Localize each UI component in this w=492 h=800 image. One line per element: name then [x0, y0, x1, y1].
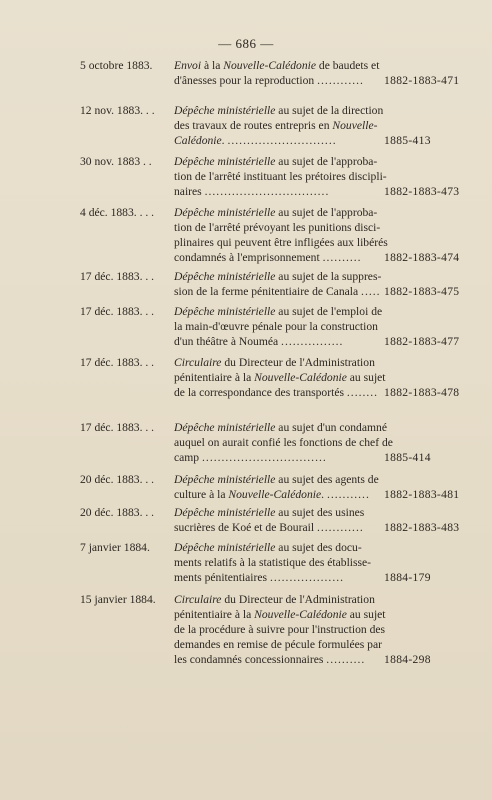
plain-text: d'ânesses pour la reproduction	[174, 74, 315, 87]
entry-date: 17 déc. 1883. . .	[80, 270, 155, 283]
entry-description	[174, 505, 384, 535]
plain-text: culture à la	[174, 488, 229, 501]
italic-text: Envoi	[174, 59, 202, 72]
leader-dots: ................	[281, 335, 344, 348]
italic-text: Dépêche ministérielle	[174, 541, 276, 554]
entry-reference: 1882-1883-475	[384, 285, 460, 298]
entry-reference: 1882-1883-481	[384, 488, 460, 501]
plain-text: plinaires qui peuvent être infligées aux libérés	[174, 236, 388, 249]
italic-text: Dépêche ministérielle	[174, 473, 276, 486]
description-line	[174, 555, 384, 570]
entry-description	[174, 205, 388, 265]
plain-text: pénitentiaire à la	[174, 608, 255, 621]
plain-text: .	[221, 134, 225, 147]
description-line	[174, 154, 384, 169]
italic-text: Dépêche ministérielle	[174, 305, 276, 318]
leader-dots: ............................	[227, 134, 337, 147]
description-line	[174, 370, 384, 385]
description-line	[174, 450, 384, 465]
plain-text: au sujet des docu-	[275, 541, 362, 554]
entry-description	[174, 472, 384, 502]
plain-text: des travaux de routes entrepris en	[174, 119, 333, 132]
entry-date: 7 janvier 1884.	[80, 541, 150, 554]
entry-description	[174, 269, 384, 299]
plain-text: au sujet d'un condamné	[275, 421, 387, 434]
italic-text: Circulaire	[174, 593, 222, 606]
italic-text: Dépêche ministérielle	[174, 155, 276, 168]
plain-text: au sujet des usines	[275, 506, 365, 519]
italic-text: Nouvelle-Calédonie	[228, 488, 322, 501]
leader-dots: ............	[316, 521, 364, 534]
leader-dots: .....	[361, 285, 381, 298]
italic-text: Nouvelle-Calédonie	[223, 59, 316, 72]
italic-text: Dépêche ministérielle	[174, 206, 276, 219]
plain-text: au sujet de l'approba-	[275, 206, 378, 219]
leader-dots: ............	[317, 74, 364, 87]
entry-date: 12 nov. 1883. . .	[80, 104, 155, 117]
entry-reference: 1882-1883-483	[384, 521, 460, 534]
description-line	[174, 505, 384, 520]
entry-description	[174, 103, 384, 148]
plain-text: ments pénitentiaires	[174, 571, 268, 584]
description-line	[174, 250, 384, 265]
entry-reference: 1884-298	[384, 653, 431, 666]
plain-text: au sujet des agents de	[275, 473, 379, 486]
entry-description	[174, 355, 384, 400]
description-line	[174, 73, 384, 88]
entry-date: 20 déc. 1883. . .	[80, 506, 155, 519]
entry-reference: 1882-1883-473	[384, 185, 460, 198]
description-line	[174, 592, 384, 607]
description-line	[174, 540, 384, 555]
plain-text: .	[321, 488, 325, 501]
plain-text: de la procédure à suivre pour l'instruction des	[174, 623, 386, 636]
plain-text: au sujet	[346, 371, 386, 384]
entry-description	[174, 154, 387, 199]
entry-reference: 1882-1883-477	[384, 335, 460, 348]
plain-text: de la correspondance des transportés	[174, 386, 344, 399]
entry-date: 17 déc. 1883. . .	[80, 356, 155, 369]
italic-text: Circulaire	[174, 356, 222, 369]
plain-text: au sujet	[346, 608, 386, 621]
description-line	[174, 652, 384, 667]
description-line	[174, 385, 384, 400]
plain-text: la main-d'œuvre pénale pour la construction	[174, 320, 378, 333]
entry-reference: 1882-1883-478	[384, 386, 460, 399]
leader-dots: ........	[346, 386, 379, 399]
description-line	[174, 622, 384, 637]
entry-date: 17 déc. 1883. . .	[80, 421, 155, 434]
description-line	[174, 355, 384, 370]
page-number: — 686 —	[218, 36, 274, 51]
description-line	[174, 334, 384, 349]
description-line	[174, 118, 384, 133]
description-line	[174, 607, 384, 622]
description-line	[174, 184, 384, 199]
entry-description	[174, 420, 393, 465]
plain-text: tion de l'arrêté prévoyant les punitions disci-	[174, 221, 381, 234]
plain-text: au sujet de l'approba-	[275, 155, 378, 168]
italic-text: Nouvelle-	[332, 119, 378, 132]
description-line	[174, 570, 384, 585]
description-line	[174, 435, 393, 450]
plain-text: au sujet de l'emploi de	[275, 305, 383, 318]
description-line	[174, 304, 384, 319]
plain-text: sucrières de Koé et de Bourail	[174, 521, 315, 534]
italic-text: Nouvelle-Calédonie	[254, 608, 347, 621]
entry-description	[174, 304, 384, 349]
plain-text: naires	[174, 185, 202, 198]
italic-text: Calédonie	[174, 134, 222, 147]
plain-text: ments relatifs à la statistique des établisse-	[174, 556, 372, 569]
description-line	[174, 169, 387, 184]
entry-description	[174, 540, 384, 585]
plain-text: sion de la ferme pénitentiaire de Canala	[174, 285, 359, 298]
plain-text: à la	[201, 59, 224, 72]
entry-date: 15 janvier 1884.	[80, 593, 156, 606]
description-line	[174, 420, 387, 435]
entry-date: 20 déc. 1883. . .	[80, 473, 155, 486]
plain-text: du Directeur de l'Administration	[221, 593, 375, 606]
entry-description	[174, 58, 384, 88]
description-line	[174, 472, 384, 487]
description-line	[174, 205, 384, 220]
description-line	[174, 284, 384, 299]
plain-text: auquel on aurait confié les fonctions de chef de	[174, 436, 393, 449]
entry-reference: 1882-1883-471	[384, 74, 460, 87]
description-line	[174, 487, 384, 502]
italic-text: Dépêche ministérielle	[174, 506, 276, 519]
leader-dots: ..........	[322, 251, 362, 264]
leader-dots: ................................	[204, 185, 330, 198]
leader-dots: ..........	[326, 653, 366, 666]
leader-dots: ...........	[326, 488, 370, 501]
plain-text: du Directeur de l'Administration	[221, 356, 375, 369]
description-line	[174, 319, 384, 334]
description-line	[174, 103, 384, 118]
plain-text: de baudets et	[316, 59, 380, 72]
plain-text: les condamnés concessionnaires	[174, 653, 324, 666]
description-line	[174, 269, 384, 284]
plain-text: camp	[174, 451, 200, 464]
plain-text: demandes en remise de pécule formulées par	[174, 638, 382, 651]
italic-text: Dépêche ministérielle	[174, 421, 276, 434]
description-line	[174, 220, 384, 235]
plain-text: pénitentiaire à la	[174, 371, 255, 384]
description-line	[174, 133, 384, 148]
entry-reference: 1884-179	[384, 571, 431, 584]
plain-text: au sujet de la suppres-	[275, 270, 382, 283]
entry-reference: 1885-413	[384, 134, 431, 147]
entry-date: 5 octobre 1883.	[80, 59, 153, 72]
italic-text: Nouvelle-Calédonie	[254, 371, 347, 384]
entry-reference: 1882-1883-474	[384, 251, 460, 264]
italic-text: Dépêche ministérielle	[174, 104, 276, 117]
entry-date: 30 nov. 1883 . .	[80, 155, 152, 168]
entry-date: 17 déc. 1883. . .	[80, 305, 155, 318]
entry-reference: 1885-414	[384, 451, 431, 464]
plain-text: tion de l'arrêté instituant les prétoires discipli-	[174, 170, 387, 183]
entry-description	[174, 592, 384, 667]
description-line	[174, 520, 384, 535]
leader-dots: ...................	[269, 571, 345, 584]
italic-text: Dépêche ministérielle	[174, 270, 276, 283]
description-line	[174, 58, 384, 73]
entry-date: 4 déc. 1883. . . .	[80, 206, 155, 219]
plain-text: condamnés à l'emprisonnement	[174, 251, 320, 264]
plain-text: d'un théâtre à Nouméa	[174, 335, 279, 348]
leader-dots: ................................	[202, 451, 327, 464]
plain-text: au sujet de la direction	[275, 104, 384, 117]
description-line	[174, 235, 388, 250]
description-line	[174, 637, 384, 652]
